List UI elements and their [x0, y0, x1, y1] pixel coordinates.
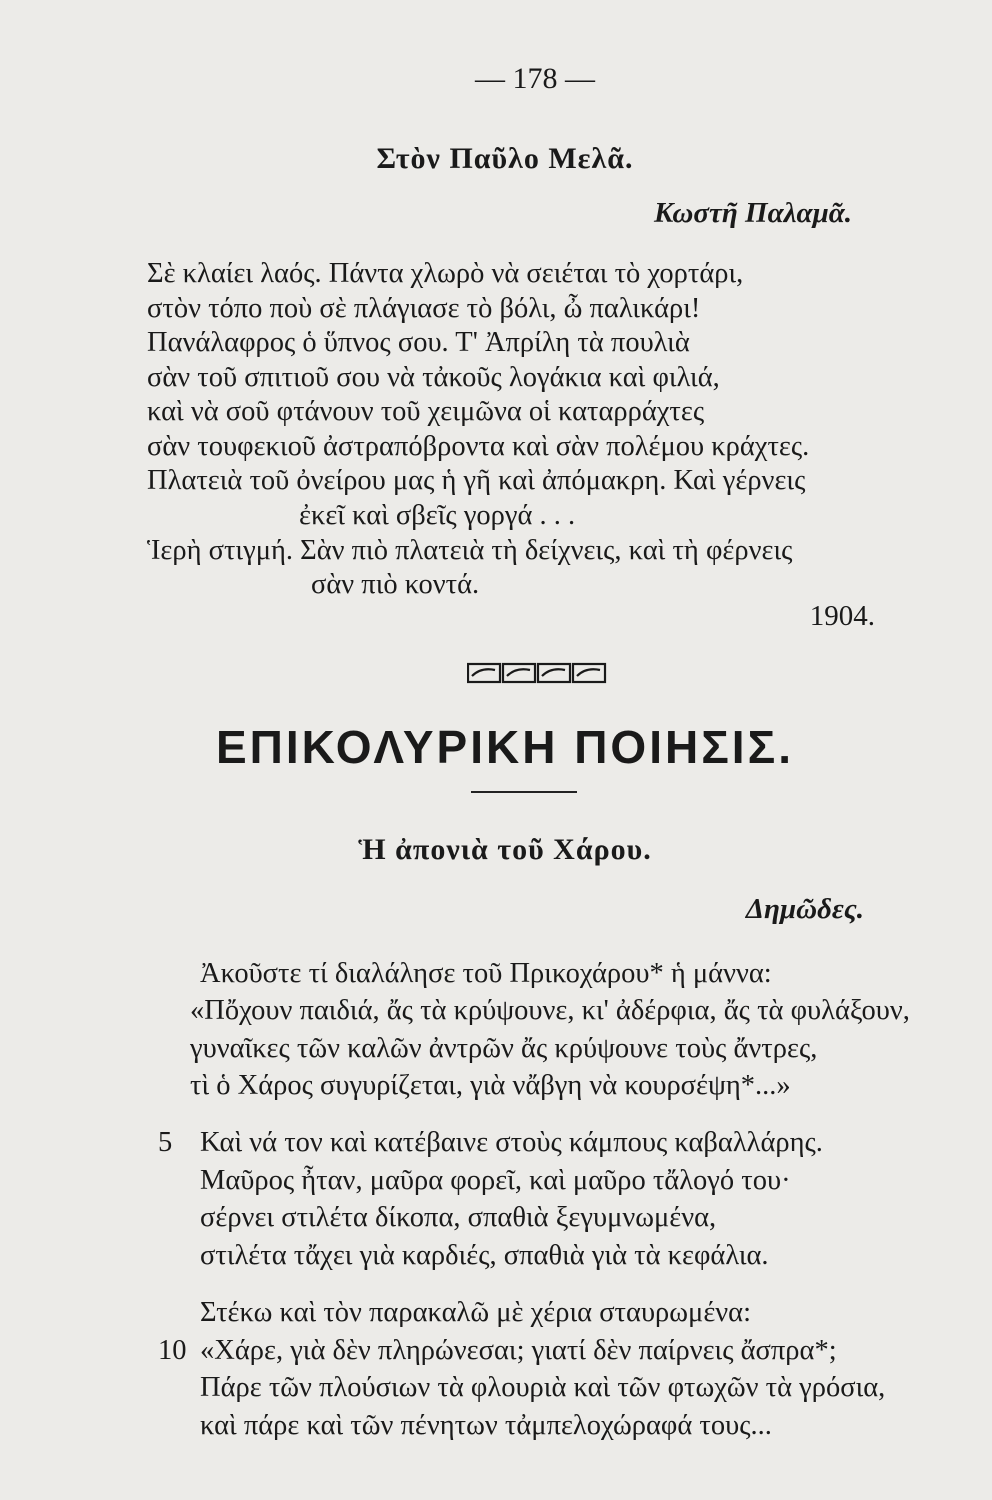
poem-line: «Πὄχουν παιδιά, ἄς τὰ κρύψουνε, κι' ἀδέρφια, ἄς τὰ φυλάξουν, [190, 995, 910, 1026]
line-number: 10 [158, 1335, 187, 1366]
page-number: — 178 — [475, 62, 595, 95]
poem-line: ἐκεῖ καὶ σβεῖς γοργά . . . [299, 500, 576, 531]
poem-title: Στὸν Παῦλο Μελᾶ. [376, 142, 634, 175]
poem-line: στὸν τόπο ποὺ σὲ πλάγιασε τὸ βόλι, ὦ παλικάρι! [147, 293, 701, 324]
poem-attribution: Δημῶδες. [745, 893, 864, 925]
poem-line: Πάρε τῶν πλούσιων τὰ φλουριὰ καὶ τῶν φτωχῶν τὰ γρόσια, [200, 1372, 886, 1403]
poem-line: «Χάρε, γιὰ δὲν πληρώνεσαι; γιατί δὲν παίρνεις ἄσπρα*; [200, 1335, 837, 1366]
poem-line: Πανάλαφρος ὁ ὕπνος σου. Τ' Ἀπρίλη τὰ πουλιὰ [147, 327, 690, 358]
poem-line: σὰν τουφεκιοῦ ἀστραπόβροντα καὶ σὰν πολέμου κράχτες. [147, 431, 810, 462]
poem-line: καὶ νὰ σοῦ φτάνουν τοῦ χειμῶνα οἱ καταρράχτες [147, 396, 705, 427]
poem-line: Ἀκοῦστε τί διαλάλησε τοῦ Πρικοχάρου* ἡ μάννα: [200, 958, 772, 989]
poem-line: γυναῖκες τῶν καλῶν ἀντρῶν ἄς κρύψουνε τοὺς ἄντρες, [190, 1033, 818, 1064]
poem-dedication: Κωστῆ Παλαμᾶ. [653, 197, 852, 229]
poem-line: Σὲ κλαίει λαός. Πάντα χλωρὸ νὰ σειέται τὸ χορτάρι, [147, 258, 744, 289]
poem-line: τὶ ὁ Χάρος συγυρίζεται, γιὰ νἄβγη νὰ κουρσέψη*...» [190, 1070, 791, 1101]
poem-line: Μαῦρος ἦταν, μαῦρα φορεῖ, καὶ μαῦρο τἄλογό του· [200, 1165, 791, 1196]
poem-line: καὶ πάρε καὶ τῶν πένητων τἀμπελοχώραφά τους... [200, 1410, 772, 1441]
poem-line: Καὶ νά τον καὶ κατέβαινε στοὺς κάμπους καβαλλάρης. [200, 1127, 823, 1158]
poem-line: στιλέτα τἄχει γιὰ καρδιές, σπαθιὰ γιὰ τὰ κεφάλια. [200, 1240, 769, 1271]
section-heading: ΕΠΙΚΟΛΥΡΙΚΗ ΠΟΙΗΣΙΣ. [216, 721, 794, 773]
poem-line: σὰν πιὸ κοντά. [311, 569, 480, 600]
ornament-divider [467, 662, 607, 684]
poem-line: Ἱερὴ στιγμή. Σὰν πιὸ πλατειὰ τὴ δείχνεις, καὶ τὴ φέρνεις [147, 535, 793, 566]
poem-line: Πλατειὰ τοῦ ὀνείρου μας ἡ γῆ καὶ ἀπόμακρη. Καὶ γέρνεις [147, 465, 806, 496]
poem-line: Στέκω καὶ τὸν παρακαλῶ μὲ χέρια σταυρωμένα: [200, 1297, 752, 1328]
poem-title: Ἡ ἀπονιὰ τοῦ Χάρου. [358, 833, 652, 866]
poem-line: σέρνει στιλέτα δίκοπα, σπαθιὰ ξεγυμνωμένα, [200, 1202, 717, 1233]
line-number: 5 [158, 1127, 173, 1158]
poem-date: 1904. [809, 600, 875, 632]
poem-line: σὰν τοῦ σπιτιοῦ σου νὰ τἀκοῦς λογάκια καὶ φιλιά, [147, 362, 720, 393]
section-rule [471, 791, 577, 793]
